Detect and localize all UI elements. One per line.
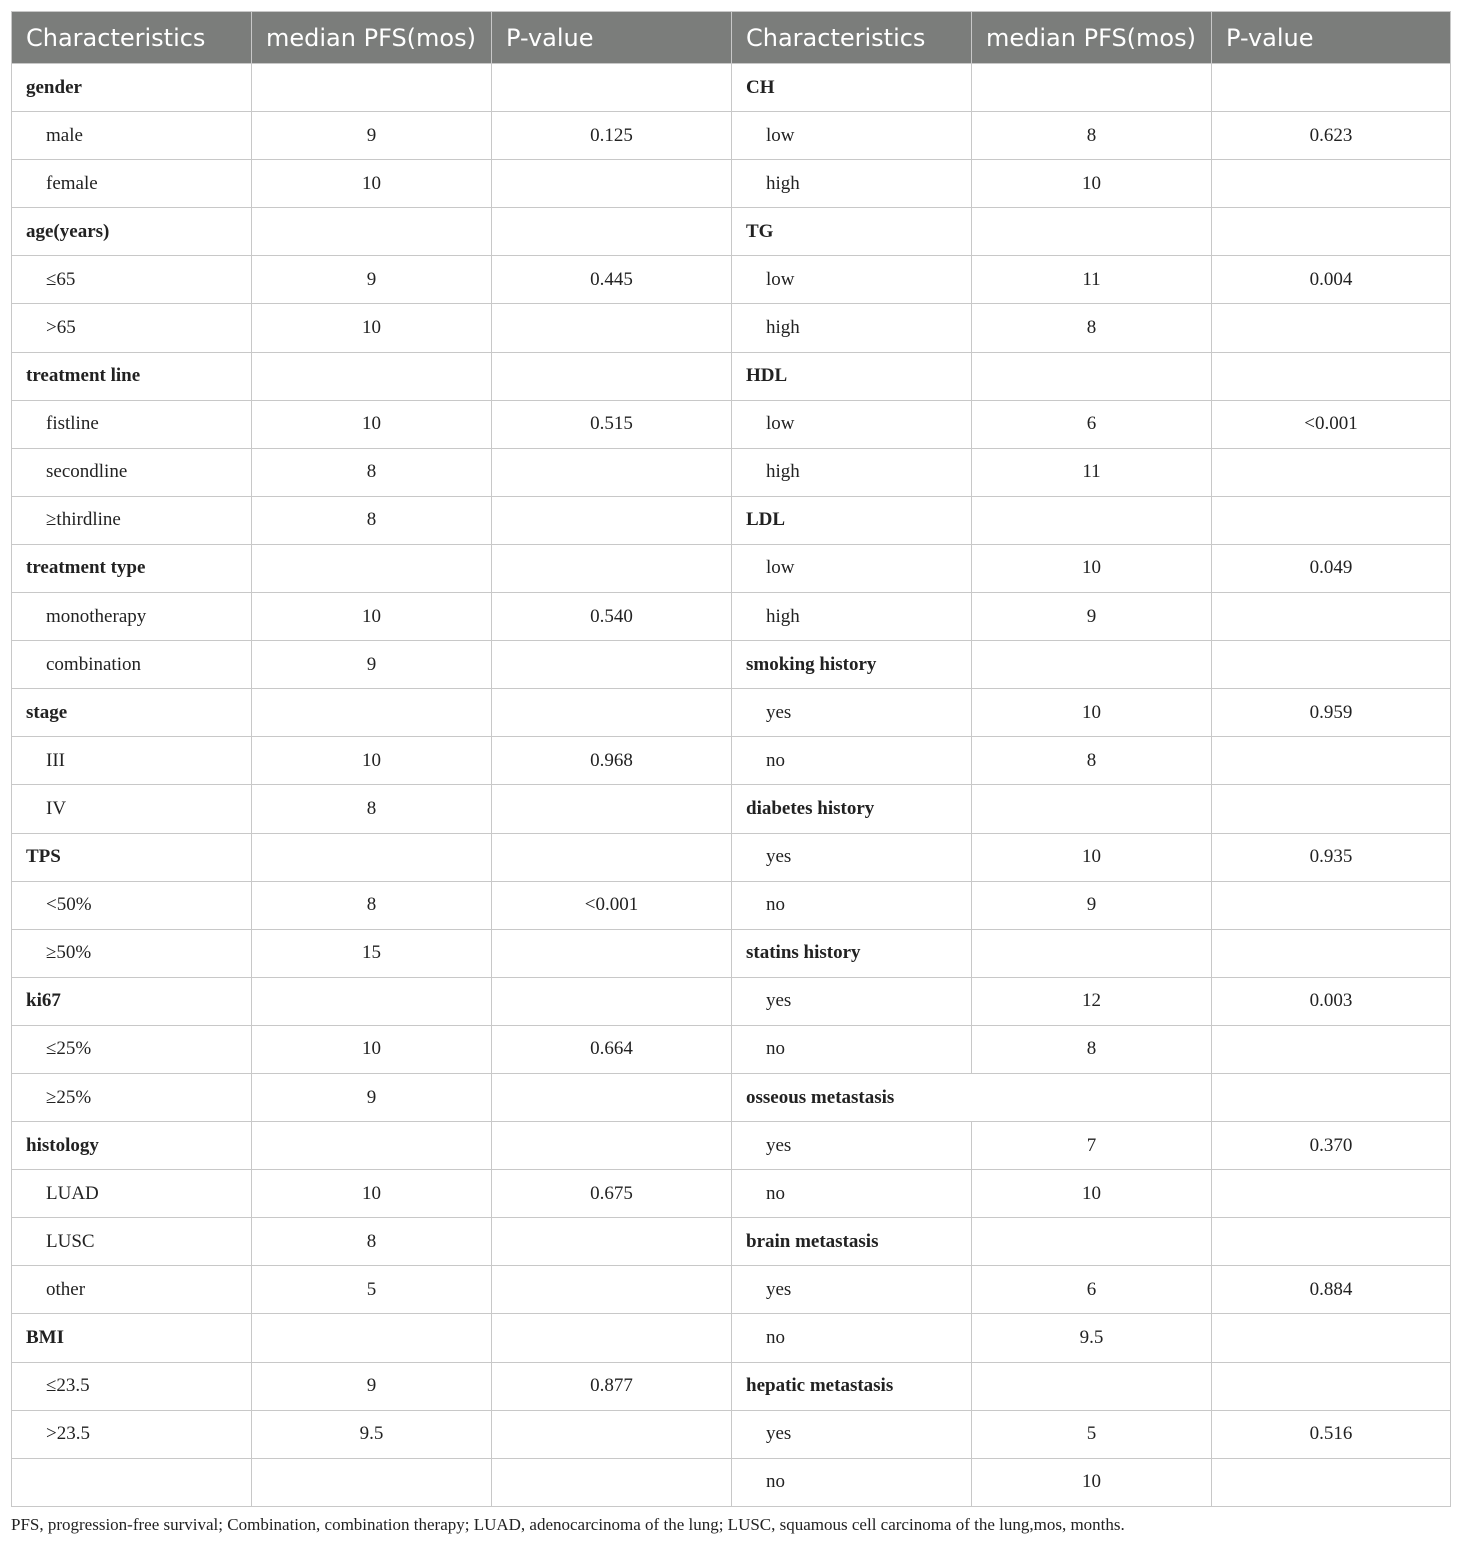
cell-median-pfs-right xyxy=(972,352,1212,400)
cell-median-pfs-left: 15 xyxy=(252,929,492,977)
cell-p-value-right xyxy=(1212,64,1451,112)
cell-characteristic-left: other xyxy=(12,1266,252,1314)
cell-median-pfs-right: 12 xyxy=(972,977,1212,1025)
cell-median-pfs-left: 5 xyxy=(252,1266,492,1314)
cell-median-pfs-right: 8 xyxy=(972,1025,1212,1073)
cell-characteristic-left: treatment type xyxy=(12,544,252,592)
header-median-pfs-left: median PFS(mos) xyxy=(252,12,492,64)
cell-p-value-left: 0.125 xyxy=(492,112,732,160)
cell-p-value-right: <0.001 xyxy=(1212,400,1451,448)
cell-median-pfs-right: 9 xyxy=(972,593,1212,641)
cell-p-value-left: 0.968 xyxy=(492,737,732,785)
cell-p-value-right xyxy=(1212,1314,1451,1362)
cell-p-value-right: 0.003 xyxy=(1212,977,1451,1025)
table-row xyxy=(12,160,1451,208)
cell-characteristic-right: low xyxy=(732,256,972,304)
table-row xyxy=(12,64,1451,112)
cell-p-value-right xyxy=(1212,160,1451,208)
cell-characteristic-left: stage xyxy=(12,689,252,737)
table-row xyxy=(12,1362,1451,1410)
cell-p-value-left xyxy=(492,208,732,256)
cell-median-pfs-right: 10 xyxy=(972,1458,1212,1506)
header-p-value-left: P-value xyxy=(492,12,732,64)
table-header xyxy=(12,12,1451,64)
cell-median-pfs-right: 8 xyxy=(972,112,1212,160)
table-row xyxy=(12,977,1451,1025)
cell-characteristic-right: no xyxy=(732,1458,972,1506)
cell-median-pfs-right: 10 xyxy=(972,160,1212,208)
cell-p-value-left: 0.664 xyxy=(492,1025,732,1073)
cell-median-pfs-left xyxy=(252,1458,492,1506)
cell-characteristic-right: no xyxy=(732,1025,972,1073)
cell-characteristic-right: no xyxy=(732,1314,972,1362)
cell-median-pfs-left: 9 xyxy=(252,641,492,689)
cell-characteristic-left: gender xyxy=(12,64,252,112)
cell-median-pfs-right: 5 xyxy=(972,1410,1212,1458)
cell-characteristic-left: treatment line xyxy=(12,352,252,400)
cell-characteristic-right: hepatic metastasis xyxy=(732,1362,972,1410)
table-row xyxy=(12,1025,1451,1073)
cell-p-value-left: 0.675 xyxy=(492,1170,732,1218)
cell-median-pfs-left: 10 xyxy=(252,593,492,641)
cell-characteristic-right: yes xyxy=(732,1266,972,1314)
cell-median-pfs-right: 9 xyxy=(972,881,1212,929)
cell-characteristic-left: LUAD xyxy=(12,1170,252,1218)
cell-p-value-left xyxy=(492,1410,732,1458)
cell-p-value-right xyxy=(1212,641,1451,689)
cell-median-pfs-left xyxy=(252,689,492,737)
cell-characteristic-left: LUSC xyxy=(12,1218,252,1266)
cell-median-pfs-right xyxy=(972,1362,1212,1410)
cell-p-value-left: 0.445 xyxy=(492,256,732,304)
table-row xyxy=(12,1314,1451,1362)
cell-p-value-left: <0.001 xyxy=(492,881,732,929)
cell-median-pfs-left: 10 xyxy=(252,1025,492,1073)
cell-median-pfs-right: 10 xyxy=(972,833,1212,881)
cell-median-pfs-right: 11 xyxy=(972,448,1212,496)
cell-characteristic-left: ≥thirdline xyxy=(12,496,252,544)
table-row xyxy=(12,1218,1451,1266)
cell-p-value-left xyxy=(492,160,732,208)
cell-median-pfs-left xyxy=(252,352,492,400)
cell-p-value-right xyxy=(1212,1025,1451,1073)
cell-characteristic-left: ≤25% xyxy=(12,1025,252,1073)
cell-median-pfs-left: 10 xyxy=(252,304,492,352)
cell-characteristic-left: secondline xyxy=(12,448,252,496)
table-row xyxy=(12,689,1451,737)
cell-p-value-left xyxy=(492,929,732,977)
table-row xyxy=(12,1458,1451,1506)
cell-p-value-left xyxy=(492,1266,732,1314)
cell-median-pfs-left: 8 xyxy=(252,881,492,929)
cell-characteristic-left: III xyxy=(12,737,252,785)
cell-median-pfs-left xyxy=(252,1314,492,1362)
cell-p-value-left: 0.877 xyxy=(492,1362,732,1410)
cell-characteristic-right: diabetes history xyxy=(732,785,972,833)
cell-p-value-left xyxy=(492,1122,732,1170)
table-row xyxy=(12,785,1451,833)
cell-median-pfs-left: 10 xyxy=(252,737,492,785)
cell-p-value-right xyxy=(1212,496,1451,544)
cell-p-value-right: 0.004 xyxy=(1212,256,1451,304)
cell-characteristic-left: TPS xyxy=(12,833,252,881)
cell-p-value-right: 0.959 xyxy=(1212,689,1451,737)
table-row xyxy=(12,929,1451,977)
cell-median-pfs-left: 8 xyxy=(252,496,492,544)
cell-characteristic-right: osseous metastasis xyxy=(732,1073,1212,1121)
cell-characteristic-right: low xyxy=(732,400,972,448)
cell-characteristic-right: low xyxy=(732,112,972,160)
cell-median-pfs-right: 8 xyxy=(972,304,1212,352)
cell-median-pfs-left: 10 xyxy=(252,400,492,448)
cell-characteristic-left: <50% xyxy=(12,881,252,929)
table-row xyxy=(12,256,1451,304)
cell-characteristic-right: TG xyxy=(732,208,972,256)
cell-median-pfs-right: 11 xyxy=(972,256,1212,304)
cell-median-pfs-left: 9 xyxy=(252,112,492,160)
cell-median-pfs-right: 6 xyxy=(972,1266,1212,1314)
cell-median-pfs-right xyxy=(972,496,1212,544)
cell-p-value-right: 0.516 xyxy=(1212,1410,1451,1458)
cell-characteristic-left: BMI xyxy=(12,1314,252,1362)
cell-characteristic-left: >23.5 xyxy=(12,1410,252,1458)
cell-p-value-right: 0.884 xyxy=(1212,1266,1451,1314)
cell-median-pfs-right: 9.5 xyxy=(972,1314,1212,1362)
cell-p-value-right xyxy=(1212,1073,1451,1121)
cell-p-value-right: 0.935 xyxy=(1212,833,1451,881)
cell-median-pfs-left xyxy=(252,833,492,881)
cell-median-pfs-left xyxy=(252,544,492,592)
cell-median-pfs-left: 9 xyxy=(252,256,492,304)
cell-median-pfs-right xyxy=(972,208,1212,256)
table-footnote: PFS, progression-free survival; Combination, combination therapy; LUAD, adenocarcinoma of the lung; LUSC, squamous cell carcinoma of the lung,mos, months. xyxy=(11,1515,1125,1534)
table-row xyxy=(12,641,1451,689)
cell-p-value-left xyxy=(492,977,732,1025)
cell-median-pfs-left: 8 xyxy=(252,448,492,496)
cell-characteristic-left: ≥50% xyxy=(12,929,252,977)
cell-p-value-left xyxy=(492,1073,732,1121)
cell-characteristic-right: yes xyxy=(732,977,972,1025)
cell-p-value-right xyxy=(1212,304,1451,352)
header-characteristics-right: Characteristics xyxy=(732,12,972,64)
table-row xyxy=(12,544,1451,592)
cell-characteristic-right: yes xyxy=(732,1122,972,1170)
cell-p-value-left xyxy=(492,1458,732,1506)
cell-characteristic-left: IV xyxy=(12,785,252,833)
cell-p-value-left xyxy=(492,304,732,352)
cell-p-value-right xyxy=(1212,352,1451,400)
cell-median-pfs-left xyxy=(252,1122,492,1170)
cell-characteristic-right: no xyxy=(732,1170,972,1218)
table-row xyxy=(12,833,1451,881)
cell-p-value-right xyxy=(1212,1218,1451,1266)
cell-p-value-left xyxy=(492,1218,732,1266)
cell-median-pfs-right: 7 xyxy=(972,1122,1212,1170)
table-row xyxy=(12,593,1451,641)
table-row xyxy=(12,208,1451,256)
table-row xyxy=(12,1073,1451,1121)
cell-characteristic-left: age(years) xyxy=(12,208,252,256)
table-row xyxy=(12,1410,1451,1458)
cell-p-value-right: 0.370 xyxy=(1212,1122,1451,1170)
cell-characteristic-right: statins history xyxy=(732,929,972,977)
cell-characteristic-right: high xyxy=(732,448,972,496)
cell-median-pfs-right xyxy=(972,929,1212,977)
cell-characteristic-right: brain metastasis xyxy=(732,1218,972,1266)
table-body xyxy=(12,64,1451,1507)
cell-p-value-right xyxy=(1212,1170,1451,1218)
cell-p-value-left xyxy=(492,689,732,737)
cell-median-pfs-right xyxy=(972,64,1212,112)
cell-characteristic-left: >65 xyxy=(12,304,252,352)
header-median-pfs-right: median PFS(mos) xyxy=(972,12,1212,64)
table-row xyxy=(12,448,1451,496)
table-row xyxy=(12,1170,1451,1218)
cell-p-value-left xyxy=(492,641,732,689)
table-row xyxy=(12,352,1451,400)
cell-median-pfs-right: 10 xyxy=(972,544,1212,592)
cell-characteristic-left: male xyxy=(12,112,252,160)
cell-characteristic-right: yes xyxy=(732,689,972,737)
cell-characteristic-left: ≤65 xyxy=(12,256,252,304)
cell-median-pfs-left: 10 xyxy=(252,1170,492,1218)
cell-median-pfs-right xyxy=(972,1218,1212,1266)
cell-p-value-right: 0.623 xyxy=(1212,112,1451,160)
cell-characteristic-right: CH xyxy=(732,64,972,112)
cell-p-value-right xyxy=(1212,593,1451,641)
cell-p-value-right xyxy=(1212,208,1451,256)
cell-median-pfs-left: 8 xyxy=(252,1218,492,1266)
pfs-table xyxy=(11,11,1451,1507)
cell-characteristic-right: no xyxy=(732,881,972,929)
table-row xyxy=(12,496,1451,544)
cell-p-value-left xyxy=(492,448,732,496)
cell-p-value-right xyxy=(1212,881,1451,929)
cell-median-pfs-left: 8 xyxy=(252,785,492,833)
cell-median-pfs-left xyxy=(252,208,492,256)
cell-p-value-left xyxy=(492,544,732,592)
cell-median-pfs-right: 10 xyxy=(972,1170,1212,1218)
cell-characteristic-left: ≥25% xyxy=(12,1073,252,1121)
cell-characteristic-left: combination xyxy=(12,641,252,689)
table-row xyxy=(12,1122,1451,1170)
table-row xyxy=(12,1266,1451,1314)
table-row xyxy=(12,400,1451,448)
cell-p-value-left: 0.515 xyxy=(492,400,732,448)
cell-p-value-right: 0.049 xyxy=(1212,544,1451,592)
cell-median-pfs-left xyxy=(252,64,492,112)
table-row xyxy=(12,304,1451,352)
cell-characteristic-left: fistline xyxy=(12,400,252,448)
header-row xyxy=(12,12,1451,64)
cell-characteristic-right: no xyxy=(732,737,972,785)
cell-p-value-left xyxy=(492,64,732,112)
cell-median-pfs-left: 10 xyxy=(252,160,492,208)
cell-characteristic-right: HDL xyxy=(732,352,972,400)
cell-p-value-left xyxy=(492,785,732,833)
cell-median-pfs-right xyxy=(972,641,1212,689)
cell-characteristic-right: smoking history xyxy=(732,641,972,689)
cell-characteristic-right: yes xyxy=(732,833,972,881)
cell-median-pfs-right: 8 xyxy=(972,737,1212,785)
cell-median-pfs-left: 9.5 xyxy=(252,1410,492,1458)
cell-p-value-right xyxy=(1212,1458,1451,1506)
cell-characteristic-left xyxy=(12,1458,252,1506)
cell-p-value-right xyxy=(1212,448,1451,496)
cell-median-pfs-left xyxy=(252,977,492,1025)
table-row xyxy=(12,112,1451,160)
cell-median-pfs-right: 10 xyxy=(972,689,1212,737)
cell-median-pfs-right: 6 xyxy=(972,400,1212,448)
cell-p-value-left xyxy=(492,352,732,400)
cell-characteristic-right: high xyxy=(732,160,972,208)
header-p-value-right: P-value xyxy=(1212,12,1451,64)
cell-p-value-right xyxy=(1212,929,1451,977)
cell-characteristic-right: LDL xyxy=(732,496,972,544)
cell-characteristic-right: yes xyxy=(732,1410,972,1458)
cell-p-value-right xyxy=(1212,1362,1451,1410)
cell-characteristic-right: high xyxy=(732,304,972,352)
cell-p-value-right xyxy=(1212,785,1451,833)
cell-median-pfs-right xyxy=(972,785,1212,833)
cell-p-value-left xyxy=(492,1314,732,1362)
cell-characteristic-right: low xyxy=(732,544,972,592)
cell-p-value-left xyxy=(492,833,732,881)
table-row xyxy=(12,737,1451,785)
cell-characteristic-left: ≤23.5 xyxy=(12,1362,252,1410)
cell-characteristic-left: histology xyxy=(12,1122,252,1170)
cell-median-pfs-left: 9 xyxy=(252,1362,492,1410)
cell-characteristic-left: female xyxy=(12,160,252,208)
table-row xyxy=(12,881,1451,929)
cell-p-value-right xyxy=(1212,737,1451,785)
cell-median-pfs-left: 9 xyxy=(252,1073,492,1121)
cell-characteristic-right: high xyxy=(732,593,972,641)
cell-p-value-left: 0.540 xyxy=(492,593,732,641)
cell-characteristic-left: monotherapy xyxy=(12,593,252,641)
cell-p-value-left xyxy=(492,496,732,544)
header-characteristics-left: Characteristics xyxy=(12,12,252,64)
cell-characteristic-left: ki67 xyxy=(12,977,252,1025)
